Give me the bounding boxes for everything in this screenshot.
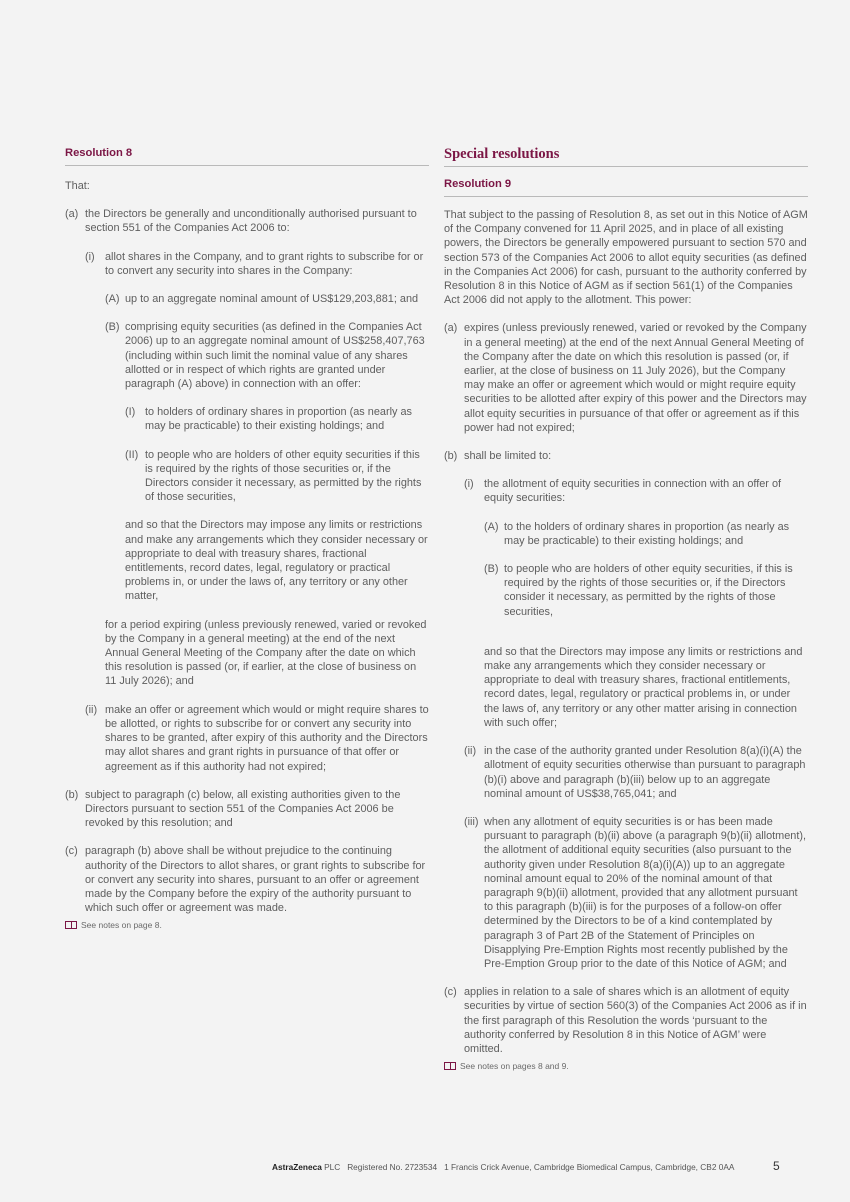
page-number: 5 bbox=[773, 1159, 780, 1173]
that-label: That: bbox=[65, 180, 90, 192]
res9-para-b-i-text: the allotment of equity securities in connection with an offer of equity securities: bbox=[484, 478, 782, 505]
res9-para-b-text: shall be limited to: bbox=[464, 450, 552, 463]
footer-registered: Registered No. 2723534 bbox=[347, 1162, 438, 1172]
res9-para-b-i-A-label: (A) bbox=[484, 520, 499, 533]
res9-para-a bbox=[444, 321, 808, 435]
res8-para-a-i-B-text: comprising equity securities (as defined in the Companies Act 2006) up to an aggregate nominal amount of US$258,407,763 (including within such limit the nominal value of any shares allotted or in respect of which rights are granted under paragraph (A) above) in connection with an offer: bbox=[125, 321, 425, 391]
res9-para-b-iii-label: (iii) bbox=[464, 815, 479, 828]
res9-para-b-i-B-label: (B) bbox=[484, 563, 499, 576]
footer-plc: PLC bbox=[324, 1162, 341, 1172]
res8-para-a-i-B-II-label: (II) bbox=[125, 448, 139, 461]
res8-para-a-text: the Directors be generally and unconditionally authorised pursuant to section 551 of the Companies Act 2006 to: bbox=[85, 208, 417, 235]
res9-para-b-ii bbox=[464, 744, 808, 801]
res9-para-a-label: (a) bbox=[444, 322, 458, 335]
res9-para-c bbox=[444, 985, 808, 1056]
res8-para-a-i-B-I-text: to holders of ordinary shares in proportion (as nearly as may be practicable) to their existing holdings; and bbox=[145, 406, 412, 433]
res8-para-a-i-A-label: (A) bbox=[105, 293, 120, 306]
res8-para-a-i-B-I-label: (I) bbox=[125, 406, 136, 419]
right-column bbox=[444, 146, 808, 1072]
res9-para-b-i-label: (i) bbox=[464, 478, 474, 491]
res8-para-c-text: paragraph (b) above shall be without prejudice to the continuing authority of the Directors to allot shares, or grant rights to subscribe for or convert any security into shares, pursuant to an offer or agreement made by the Company before the expiry of the authority pursuant to which such offer or agreement was made. bbox=[85, 845, 426, 915]
res8-para-a-i-text: allot shares in the Company, and to grant rights to subscribe for or to convert any security into shares in the Company: bbox=[105, 250, 424, 277]
res8-para-a bbox=[65, 207, 429, 235]
res8-para-a-i-B-label: (B) bbox=[105, 321, 120, 334]
res8-para-a-ii-text: make an offer or agreement which would or might require shares to be allotted, or rights to subscribe for or convert any security into shares to be granted, after expiry of this authority and the Directors may allot shares and grant rights in pursuance of that offer or agreement as if this authority had not expired; bbox=[105, 703, 429, 773]
res8-para-a-ii bbox=[85, 703, 429, 774]
res8-para-a-i-B-II-text: to people who are holders of other equity securities if this is required by the rights of those securities or, if the Directors consider it necessary, as permitted by the rights of those securities, bbox=[145, 448, 422, 504]
res8-para-a-i-B bbox=[105, 320, 429, 391]
res8-para-a-i-A bbox=[105, 292, 429, 306]
res8-para-c bbox=[65, 844, 429, 915]
res9-para-b bbox=[444, 449, 808, 463]
res9-notes-text: See notes on pages 8 and 9. bbox=[460, 1061, 569, 1072]
res8-para-a-i-label: (i) bbox=[85, 250, 95, 263]
res9-para-b-i-B bbox=[484, 562, 808, 619]
res9-para-c-text: applies in relation to a sale of shares which is an allotment of equity securities by virtue of section 560(3) of the Companies Act 2006 as if in the first paragraph of this Resolution the words ‘pursuant to the authority conferred by Resolution 8 in this Notice of AGM’ were omitted. bbox=[464, 986, 807, 1055]
page-footer bbox=[272, 1162, 734, 1172]
res8-para-a-i-A-text: up to an aggregate nominal amount of US$129,203,881; and bbox=[125, 293, 419, 306]
res8-para-c-label: (c) bbox=[65, 845, 78, 858]
res9-notes-link[interactable] bbox=[444, 1061, 808, 1072]
book-icon bbox=[444, 1062, 456, 1070]
res8-para-b-label: (b) bbox=[65, 788, 79, 801]
res9-para-c-label: (c) bbox=[444, 986, 457, 999]
res8-para-a-i-B-II bbox=[125, 448, 429, 505]
res9-para-a-text: expires (unless previously renewed, varied or revoked by the Company in a general meeting) at the end of the next Annual General Meeting of the Company after the date on which this resolution is passed (or, if earlier, at the close of business on 11 July 2026), but the Company may make an offer or agreement which would or might require equity securities to be allotted after expiry of this power and the Directors may allot equity securities in pursuance of that offer or agreement as if this power had not expired; bbox=[464, 322, 807, 434]
res8-and-so-text: and so that the Directors may impose any limits or restrictions and make any arrangements which they consider necessary or appropriate to deal with treasury shares, fractional entitlements, record dates, legal, regulatory or practical problems in, or under the laws of, any territory or any other matter, bbox=[125, 519, 428, 603]
res9-para-b-label: (b) bbox=[444, 450, 458, 463]
res9-intro-text: That subject to the passing of Resolution 8, as set out in this Notice of AGM of the Company convened for 11 April 2025, and in place of all existing powers, the Directors be generally empowered pursuant to section 570 and section 573 of the Companies Act 2006 to allot equity securities (as defined in the Companies Act 2006) for cash, pursuant to the authority conferred by Resolution 8 in this Notice of AGM as if section 561(1) of the Companies Act 2006 did not apply to the allotment. This power: bbox=[444, 209, 808, 307]
res8-para-a-ii-label: (ii) bbox=[85, 703, 98, 716]
resolution-8-heading: Resolution 8 bbox=[65, 146, 429, 166]
res9-para-b-iii-text: when any allotment of equity securities is or has been made pursuant to paragraph (b)(ii) above (a paragraph 9(b)(ii) allotment), the allotment of additional equity securities (also pursuant to the authority given under Resolution 8(a)(i)(A)) up to an aggregate nominal amount equal to 20% of the nominal amount of that paragraph 9(b)(ii) allotment, provided that any allotment pursuant to this paragraph (b)(iii) is for the purposes of a follow-on offer determined by the Directors to be of a kind contemplated by paragraph 3 of Part 2B of the Statement of Principles on Disapplying Pre-Emption Rights most recently published by the Pre-Emption Group prior to the date of this Notice of AGM; and bbox=[484, 815, 807, 970]
res8-para-a-i bbox=[85, 250, 429, 278]
res9-para-b-iii bbox=[464, 815, 808, 971]
res9-para-b-i-A bbox=[484, 520, 808, 548]
res9-and-so-text: and so that the Directors may impose any limits or restrictions and make any arrangements which they consider necessary or appropriate to deal with treasury shares, fractional entitlements, record dates, legal, regulatory or practical problems in, or under the laws of, any territory or any other matter arising in connection with such offer; bbox=[484, 645, 803, 729]
footer-company: AstraZeneca bbox=[272, 1162, 322, 1172]
book-icon bbox=[65, 921, 77, 929]
footer-address: 1 Francis Crick Avenue, Cambridge Biomedical Campus, Cambridge, CB2 0AA bbox=[444, 1162, 735, 1172]
res8-period-text: for a period expiring (unless previously renewed, varied or revoked by the Company in a general meeting) at the end of the next Annual General Meeting of the Company after the date on which this resolution is passed (or, if earlier, at the close of business on 11 July 2026); and bbox=[105, 618, 427, 688]
left-column bbox=[65, 146, 429, 931]
res8-para-b bbox=[65, 788, 429, 831]
res8-para-a-i-B-I bbox=[125, 405, 429, 433]
res9-para-b-i bbox=[464, 477, 808, 505]
res9-para-b-i-A-text: to the holders of ordinary shares in proportion (as nearly as may be practicable) to their existing holdings; and bbox=[504, 520, 790, 547]
resolution-9-heading: Resolution 9 bbox=[444, 177, 808, 197]
res9-para-b-ii-text: in the case of the authority granted under Resolution 8(a)(i)(A) the allotment of equity securities otherwise than pursuant to paragraph (b)(i) above and paragraph (b)(iii) below up to an aggregate nominal amount of US$38,765,041; and bbox=[484, 745, 806, 800]
special-resolutions-title: Special resolutions bbox=[444, 146, 808, 167]
res9-para-b-ii-label: (ii) bbox=[464, 745, 477, 758]
res8-para-b-text: subject to paragraph (c) below, all existing authorities given to the Directors pursuant to section 551 of the Companies Act 2006 be revoked by this resolution; and bbox=[85, 788, 401, 830]
res8-notes-text: See notes on page 8. bbox=[81, 920, 162, 931]
res9-para-b-i-B-text: to people who are holders of other equity securities, if this is required by the rights of those securities or, if the Directors consider it necessary, as permitted by the rights of those securities, bbox=[504, 563, 793, 618]
res8-para-a-label: (a) bbox=[65, 208, 79, 221]
res8-notes-link[interactable] bbox=[65, 920, 429, 931]
